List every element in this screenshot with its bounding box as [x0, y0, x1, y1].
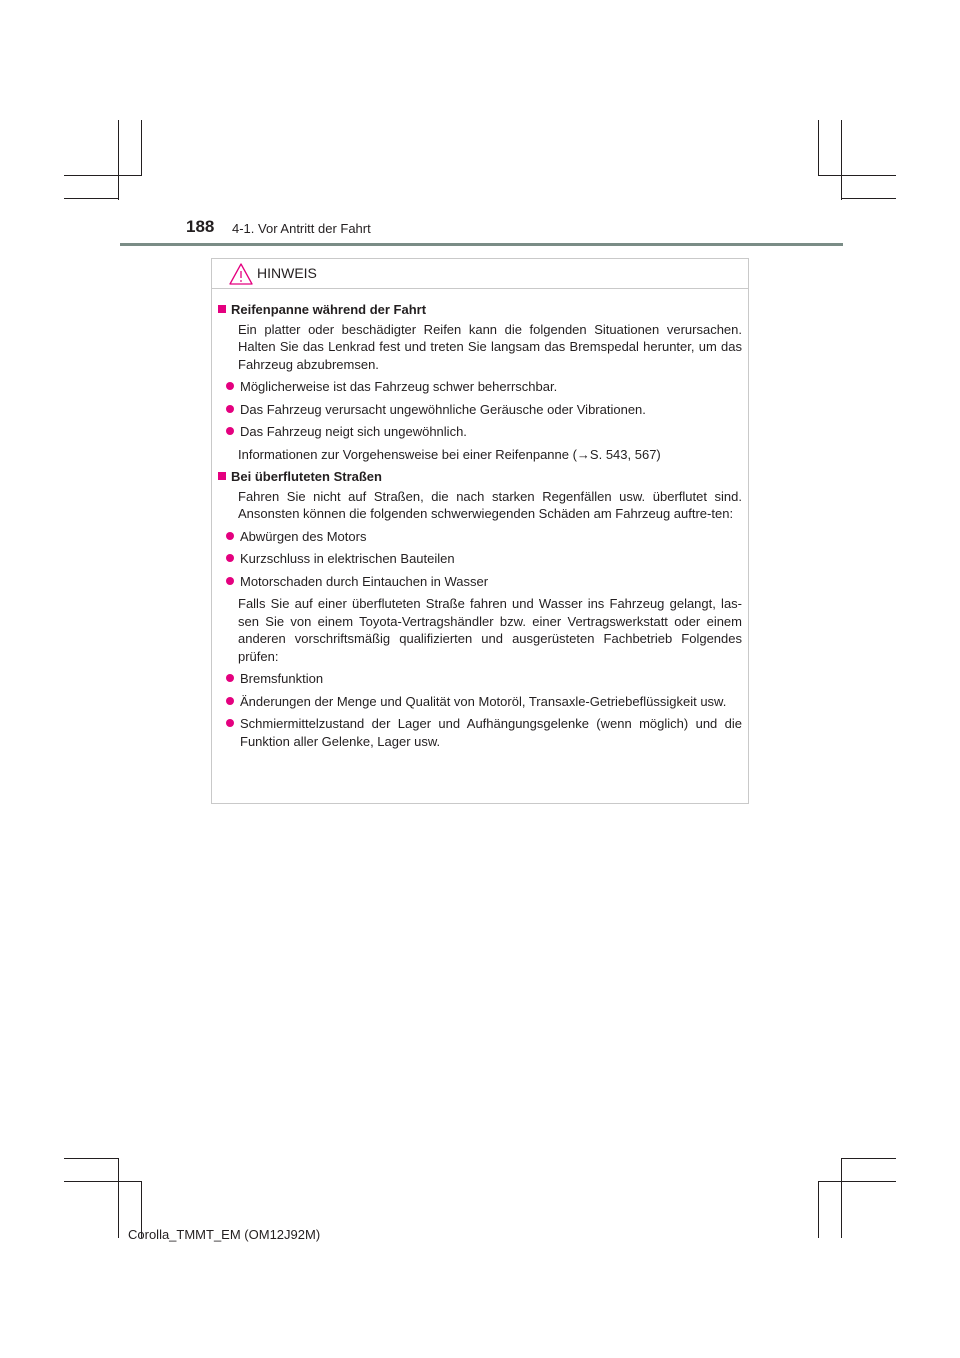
section-heading: [218, 301, 742, 319]
list-item-text: Motorschaden durch Eintauchen in Wasser: [240, 573, 489, 589]
dot-bullet-icon: [226, 554, 234, 562]
paragraph: Fahren Sie nicht auf Straßen, die nach starken Regenfällen usw. überflutet sind. Ansonsten können die folgenden schwerwiegenden Schäden am Fahrzeug auftre-ten:: [238, 488, 742, 521]
crop-mark: [64, 198, 119, 199]
page-number: 188: [186, 217, 215, 236]
crop-mark: [64, 1181, 142, 1182]
list-item-text: Kurzschluss in elektrischen Bauteilen: [240, 551, 455, 566]
dot-bullet-icon: [226, 674, 234, 682]
warning-triangle-icon: [229, 263, 253, 285]
crop-mark: [841, 120, 842, 200]
list-item: [226, 693, 742, 711]
list-item-text: Das Fahrzeug neigt sich ungewöhnlich.: [240, 424, 467, 439]
notice-header: [212, 259, 748, 289]
list-item: [226, 573, 742, 591]
notice-title: HINWEIS: [257, 265, 317, 281]
footer-doc-id: Corolla_TMMT_EM (OM12J92M): [128, 1227, 321, 1242]
list-item-text: Änderungen der Menge und Qualität von Motoröl, Transaxle-Getriebeflüssigkeit usw.: [240, 693, 727, 709]
list-item: [226, 423, 742, 441]
list-item: [226, 670, 742, 688]
dot-bullet-icon: [226, 405, 234, 413]
crop-mark: [118, 1158, 119, 1238]
header-rule: [120, 243, 843, 246]
crop-mark: [818, 120, 819, 176]
crop-mark: [841, 198, 896, 199]
heading-text: Reifenpanne während der Fahrt: [231, 302, 427, 317]
list-item-text: Bremsfunktion: [240, 671, 324, 686]
dot-bullet-icon: [226, 719, 234, 727]
crop-mark: [818, 175, 896, 176]
list-item: [226, 715, 742, 750]
crop-mark: [818, 1181, 896, 1182]
crop-mark: [141, 120, 142, 176]
paragraph: Falls Sie auf einer überfluteten Straße fahren und Wasser ins Fahrzeug gelangt, las-sen Sie von einem Toyota-Vertragshändler bzw. einer Vertragswerkstatt oder einem anderen vorschriftsmäßig qualifizierten und ausgerüsteten Fachbetrieb Folgendes prüfen:: [238, 596, 742, 664]
dot-bullet-icon: [226, 697, 234, 705]
notice-box: [211, 258, 749, 804]
crop-mark: [818, 1181, 819, 1238]
list-item: [226, 378, 742, 396]
square-bullet-icon: [218, 305, 226, 313]
list-item: [226, 550, 742, 568]
crop-mark: [841, 1158, 842, 1238]
heading-text: Bei überfluteten Straßen: [231, 469, 382, 484]
list-item-text: Das Fahrzeug verursacht ungewöhnliche Geräusche oder Vibrationen.: [240, 401, 646, 417]
dot-bullet-icon: [226, 427, 234, 435]
paragraph: Ein platter oder beschädigter Reifen kann die folgenden Situationen verursachen. Halten Sie das Lenkrad fest und treten Sie langsam das Bremspedal herunter, um das Fahrzeug abzubremsen.: [238, 321, 742, 372]
crop-mark: [64, 175, 142, 176]
dot-bullet-icon: [226, 382, 234, 390]
list-item: [226, 401, 742, 419]
square-bullet-icon: [218, 472, 226, 480]
dot-bullet-icon: [226, 577, 234, 585]
section-title: 4-1. Vor Antritt der Fahrt: [232, 221, 371, 236]
crop-mark: [841, 1158, 896, 1159]
list-item: [226, 528, 742, 546]
crop-mark: [64, 1158, 119, 1159]
notice-body: [212, 289, 748, 750]
list-item-text: Möglicherweise ist das Fahrzeug schwer beherrschbar.: [240, 379, 558, 394]
section-heading: [218, 468, 742, 486]
dot-bullet-icon: [226, 532, 234, 540]
paragraph: Informationen zur Vorgehensweise bei einer Reifenpanne (→S. 543, 567): [238, 446, 661, 462]
crop-mark: [118, 120, 119, 200]
list-item-text: Abwürgen des Motors: [240, 528, 367, 544]
list-item-text: Schmiermittelzustand der Lager und Aufhängungsgelenke (wenn möglich) und die Funktion aller Gelenke, Lager usw.: [240, 716, 742, 749]
